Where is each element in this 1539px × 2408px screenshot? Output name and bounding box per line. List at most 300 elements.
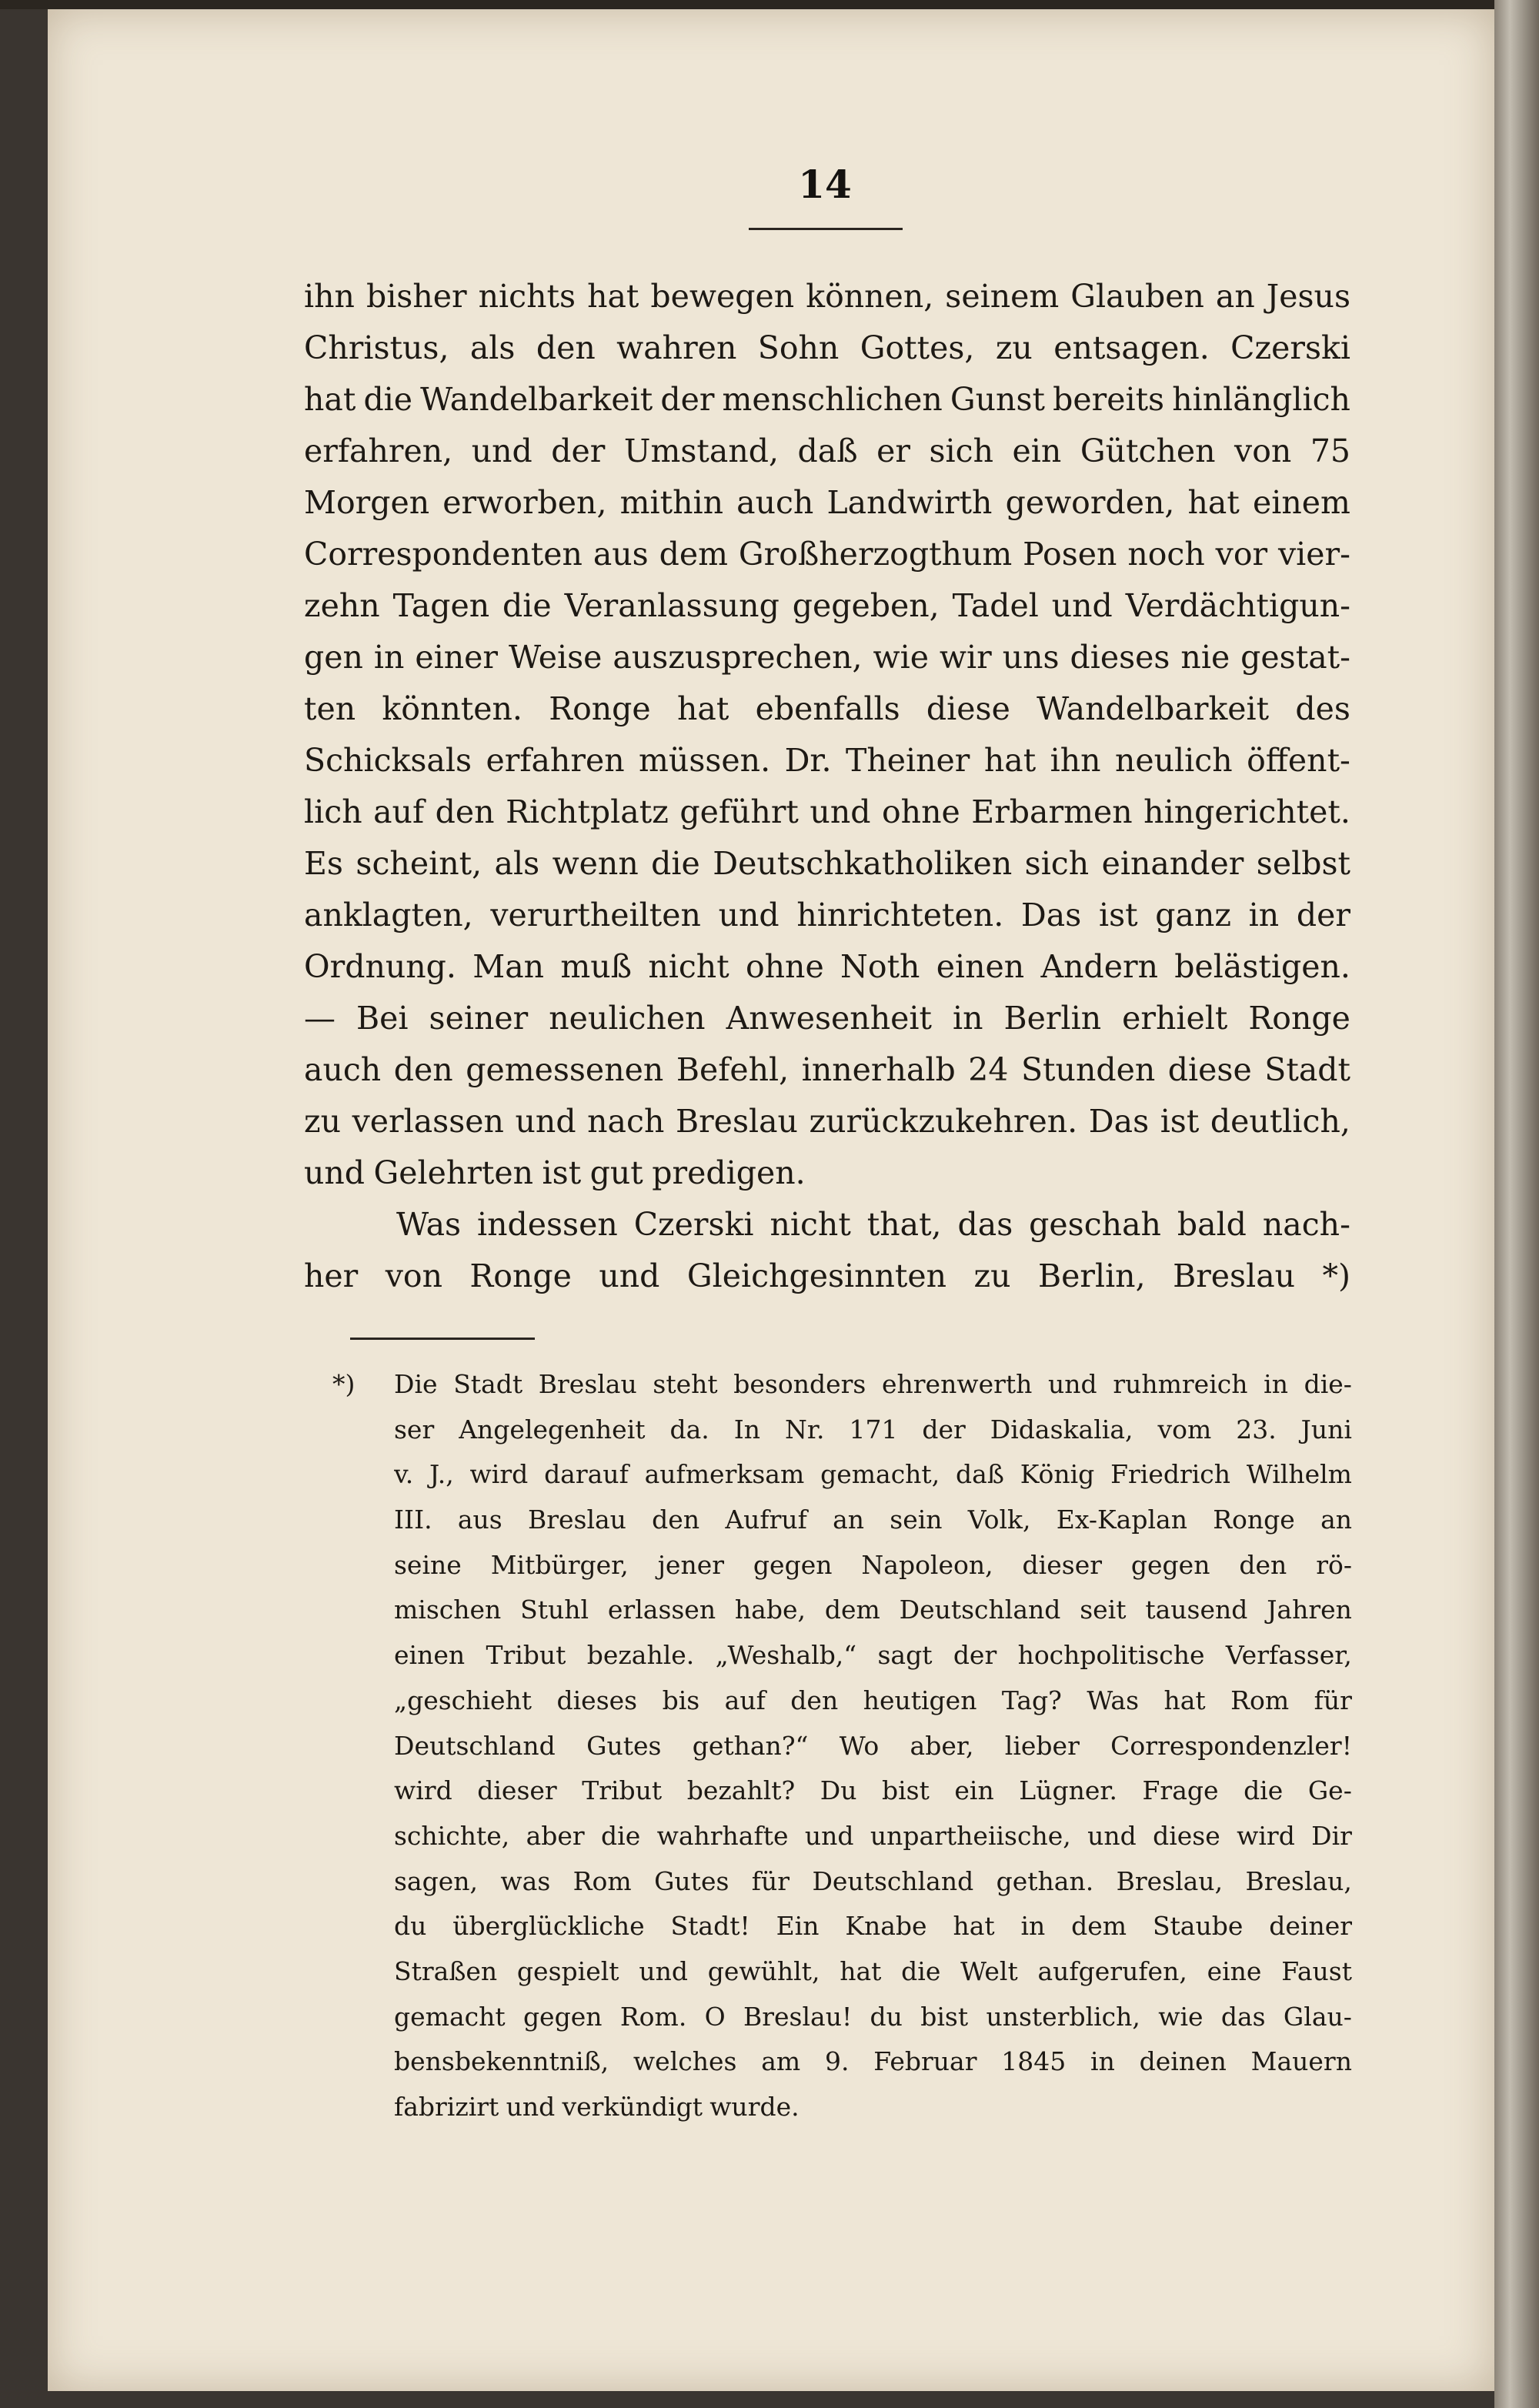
word: hat [953,1911,995,1942]
footnote [394,1362,1352,2130]
word: Rom [1230,1685,1290,1715]
word: ruhmreich [1113,1369,1248,1399]
word: hat [840,1955,882,1986]
text-line [304,838,1350,890]
word: wird [1237,1820,1295,1851]
word: Jahren [1267,1595,1352,1625]
word: 1845 [1001,2046,1067,2077]
word: Gelehrten [373,1154,534,1191]
word: Schicksals [304,742,472,779]
word: nicht [770,1206,851,1243]
word: für [1314,1685,1352,1715]
word: Ge- [1307,1775,1352,1806]
text-line [304,374,1350,426]
word: uns [1002,639,1060,676]
word: Gunst [950,381,1045,418]
word: diese [1167,1051,1252,1088]
word: dem [824,1595,880,1625]
word: Stadt [1264,1051,1350,1088]
scan-top-edge [0,0,1494,9]
word: des [1295,690,1350,727]
word: einem [1252,484,1350,521]
word: könnten. [382,690,522,727]
word: aufmerksam [644,1459,805,1490]
word: können, [806,278,934,315]
word: aber, [910,1730,974,1761]
word: innerhalb [801,1051,956,1088]
text-line [304,683,1350,735]
footnote-line [394,1995,1352,2040]
word: erworben, [442,484,607,521]
text-line [304,632,1350,683]
word: her [304,1257,359,1294]
word: Glauben [1070,278,1204,315]
word: seit [1080,1595,1127,1625]
word: Tribut [486,1640,566,1671]
word: den [435,793,495,830]
word: anklagten, [304,897,473,933]
word: bald [1177,1206,1247,1243]
word: Correspondenzler! [1110,1730,1352,1761]
word: Weise [508,639,603,676]
word: Noth [840,948,920,985]
word: entsagen. [1053,329,1210,366]
word: Rom. [619,2001,687,2032]
word: hat [1187,484,1240,521]
word: Gleichgesinnten [686,1257,947,1294]
word: und [1087,1820,1137,1851]
word: Tag? [1001,1685,1062,1715]
word: Es [304,845,343,882]
word: gegen [1130,1549,1210,1580]
word: Man [472,948,545,985]
word: hinlänglich [1172,381,1350,418]
word: predigen. [652,1154,806,1191]
footnote-line [394,1904,1352,1949]
word: Verfasser, [1225,1640,1352,1671]
word: bist [920,2001,969,2032]
word: Befehl, [676,1051,790,1088]
word: Sohn [757,329,840,366]
word: Die [394,1369,438,1399]
word: die [651,845,700,882]
word: deutlich, [1210,1103,1350,1140]
word: an [833,1505,865,1535]
word: ohne [745,948,824,985]
text-line [304,1044,1350,1096]
word: von [1234,433,1292,469]
word: auf [724,1685,766,1715]
word: Breslau, [1245,1865,1352,1896]
word: als [494,845,540,882]
word: ist [1098,897,1138,933]
word: der [1296,897,1350,933]
word: zu [995,329,1033,366]
word: Das [1020,897,1082,933]
word: Volk, [967,1505,1031,1535]
word: Was [396,1206,462,1243]
word: das [957,1206,1013,1243]
word: den [652,1505,700,1535]
text-line [304,890,1350,941]
word: menschlichen [722,381,943,418]
word: Napoleon, [861,1549,993,1580]
word: *) [1322,1257,1350,1294]
word: gethan?“ [692,1730,809,1761]
word: Ronge [1213,1505,1295,1535]
word: Ronge [469,1257,572,1294]
word: Welt [960,1955,1018,1986]
word: Czerski [633,1206,754,1243]
word: wahrhafte [656,1820,789,1851]
footnote-line [394,1678,1352,1724]
word: an [1215,278,1255,315]
word: bereits [1053,381,1165,418]
word: dem [659,536,728,573]
text-line [304,322,1350,374]
word: Was [1087,1685,1140,1715]
word: Glau- [1283,2001,1352,2032]
word: gegen [522,2001,603,2032]
word: Theiner [846,742,970,779]
word: Mauern [1250,2046,1352,2077]
word: Gutes [654,1865,729,1896]
word: aus [593,536,649,573]
footnote-line [394,1452,1352,1498]
word: gewühlt, [707,1955,820,1986]
word: habe, [734,1595,806,1625]
word: schichte, [394,1820,510,1851]
word: du [870,2001,903,2032]
word: vom [1157,1414,1212,1444]
word: daß [956,1459,1004,1490]
word: diese [1153,1820,1220,1851]
word: Frage [1142,1775,1219,1806]
word: rö- [1316,1549,1352,1580]
word: dieses [1070,639,1170,676]
word: bis [662,1685,700,1715]
word: v. [394,1459,414,1490]
word: neulich [1114,742,1233,779]
word: Umstand, [623,433,779,469]
word: Friedrich [1110,1459,1231,1490]
word: ein [1012,433,1062,469]
word: gethan. [996,1865,1094,1896]
word: die [901,1955,941,1986]
word: du [394,1911,427,1942]
word: Czerski [1230,329,1350,366]
word: den [536,329,596,366]
word: einen [394,1640,466,1671]
word: verkündigt [562,2092,703,2122]
word: Deutschland [899,1595,1061,1625]
word: Veranlassung [564,587,780,624]
word: Ronge [1248,1000,1350,1037]
word: Correspondenten [304,536,583,573]
word: Gütchen [1080,433,1216,469]
word: nichts [478,278,576,315]
word: Mitbürger, [490,1549,629,1580]
text-line [304,477,1350,529]
word: die [601,1820,641,1851]
footnote-line [394,1633,1352,1678]
word: Gottes, [860,329,975,366]
text-line [304,426,1350,477]
word: Faust [1281,1955,1352,1986]
word: sagt [877,1640,933,1671]
word: gemacht, [820,1459,940,1490]
word: Stuhl [520,1595,589,1625]
word: vier- [1278,536,1350,573]
word: — [304,1000,336,1037]
word: Tagen [392,587,490,624]
word: und [506,2092,556,2122]
word: in [373,639,405,676]
word: am [761,2046,801,2077]
word: gestat- [1240,639,1350,676]
word: Straßen [394,1955,498,1986]
word: hingerichtet. [1143,793,1350,830]
word: die [502,587,552,624]
word: Deutschland [812,1865,974,1896]
word: aus [457,1505,502,1535]
word: verurtheilten [490,897,701,933]
word: bezahlt? [686,1775,796,1806]
word: Anwesenheit [726,1000,932,1037]
word: 171 [849,1414,898,1444]
word: seiner [429,1000,529,1037]
word: nach- [1262,1206,1350,1243]
word: auszusprechen, [613,639,863,676]
word: als [469,329,516,366]
word: Breslau! [743,2001,853,2032]
word: Großherzogthum [738,536,1013,573]
word: unsterblich, [986,2001,1140,2032]
footnote-line [394,1859,1352,1905]
word: und [639,1955,688,1986]
word: deinen [1139,2046,1227,2077]
word: gemacht [394,2001,506,2032]
footnote-line [394,1362,1352,1408]
word: Lügner. [1019,1775,1117,1806]
word: Tribut [582,1775,663,1806]
word: hinrichteten. [796,897,1004,933]
word: „geschieht [394,1685,532,1715]
word: und [804,1820,854,1851]
word: J., [429,1459,454,1490]
word: den [1239,1549,1287,1580]
word: diese [926,690,1010,727]
word: Gutes [586,1730,662,1761]
body-text [304,271,1350,1302]
footnote-line [394,1408,1352,1453]
word: ist [1160,1103,1200,1140]
word: 9. [824,2046,850,2077]
word: auch [736,484,814,521]
word: Berlin [1003,1000,1102,1037]
word: auf [373,793,425,830]
word: Posen [1023,536,1117,573]
word: erlassen [607,1595,716,1625]
word: verlassen [352,1103,504,1140]
word: und [1048,1369,1097,1399]
word: und [515,1103,576,1140]
word: Stadt! [670,1911,750,1942]
word: und [810,793,871,830]
word: zu [973,1257,1011,1294]
word: „Weshalb,“ [715,1640,857,1671]
word: that, [866,1206,942,1243]
footnote-line [394,1543,1352,1588]
footnote-line [394,1498,1352,1543]
word: die- [1304,1369,1352,1399]
word: hat [983,742,1037,779]
word: Breslau [527,1505,626,1535]
word: gut [589,1154,643,1191]
word: ein [954,1775,994,1806]
word: Staube [1152,1911,1244,1942]
word: erfahren, [304,433,453,469]
word: ser [394,1414,435,1444]
word: zurückzukehren. [809,1103,1078,1140]
word: der [953,1640,997,1671]
word: gemessenen [466,1051,664,1088]
text-line [304,529,1350,580]
word: ehrenwerth [882,1369,1033,1399]
word: Berlin, [1037,1257,1146,1294]
word: in [1090,2046,1115,2077]
word: wenn [552,845,639,882]
word: einen [936,948,1025,985]
word: sich [1024,845,1090,882]
word: Juni [1300,1414,1352,1444]
word: mischen [394,1595,502,1625]
word: Aufruf [725,1505,807,1535]
word: O [704,2001,726,2032]
word: in [1248,897,1280,933]
word: jener [657,1549,725,1580]
word: an [1320,1505,1352,1535]
word: Dr. [784,742,832,779]
word: indessen [476,1206,618,1243]
word: Wilhelm [1246,1459,1352,1490]
text-line [304,271,1350,322]
word: gegeben, [792,587,940,624]
word: 23. [1236,1414,1277,1444]
word: Breslau [1173,1257,1296,1294]
word: Ordnung. [304,948,456,985]
word: Angelegenheit [459,1414,646,1444]
word: der [660,381,715,418]
word: Knabe [845,1911,927,1942]
word: mithin [619,484,724,521]
page-number: 14 [798,162,852,207]
word: einer [415,639,499,676]
word: zehn [304,587,380,624]
word: und [1051,587,1113,624]
word: Breslau [675,1103,798,1140]
word: scheint, [356,845,482,882]
word: Morgen [304,484,430,521]
word: wahren [616,329,737,366]
text-line [304,941,1350,993]
word: nie [1180,639,1230,676]
word: gen [304,639,363,676]
text-line [304,1199,1350,1251]
word: Landwirth [826,484,993,521]
word: steht [653,1369,718,1399]
word: Stunden [1020,1051,1156,1088]
word: Deutschkatholiken [713,845,1013,882]
word: er [876,433,910,469]
word: was [500,1865,551,1896]
word: wir [939,639,992,676]
word: Jesus [1266,278,1350,315]
word: wird [469,1459,529,1490]
word: neulichen [549,1000,706,1037]
word: heutigen [863,1685,977,1715]
word: sich [929,433,994,469]
word: und [599,1257,660,1294]
word: Erbarmen [971,793,1133,830]
word: fabrizirt [394,2092,499,2122]
word: ten [304,690,356,727]
word: und [304,1154,366,1191]
word: aufgerufen, [1037,1955,1187,1986]
word: 24 [968,1051,1009,1088]
word: bisher [366,278,467,315]
word: ihn [304,278,355,315]
word: wie [873,639,929,676]
word: seinem [945,278,1060,315]
word: 75 [1310,433,1350,469]
text-line [304,993,1350,1044]
word: seine [394,1549,462,1580]
word: dieser [1022,1549,1102,1580]
word: Breslau, [1116,1865,1224,1896]
word: bezahle. [586,1640,695,1671]
word: für [751,1865,790,1896]
word: dieses [556,1685,638,1715]
word: den [393,1051,453,1088]
text-line [304,580,1350,632]
word: daß [797,433,858,469]
footnote-line [394,1949,1352,1995]
word: in [1264,1369,1288,1399]
word: überglückliche [452,1911,645,1942]
word: hat [304,381,356,418]
word: geschah [1029,1206,1161,1243]
word: Deutschland [394,1730,556,1761]
word: den [790,1685,839,1715]
word: zu [304,1103,342,1140]
word: geführt [679,793,799,830]
word: bist [882,1775,930,1806]
footnote-rule [350,1338,535,1340]
word: hat [1163,1685,1206,1715]
word: deiner [1269,1911,1352,1942]
word: nach [587,1103,665,1140]
word: Rom [573,1865,632,1896]
word: Dir [1311,1820,1352,1851]
word: welches [633,2046,737,2077]
word: bensbekenntniß, [394,2046,609,2077]
word: muß [560,948,633,985]
word: darauf [544,1459,629,1490]
word: auch [304,1051,382,1088]
word: nicht [648,948,729,985]
word: eine [1207,1955,1262,1986]
